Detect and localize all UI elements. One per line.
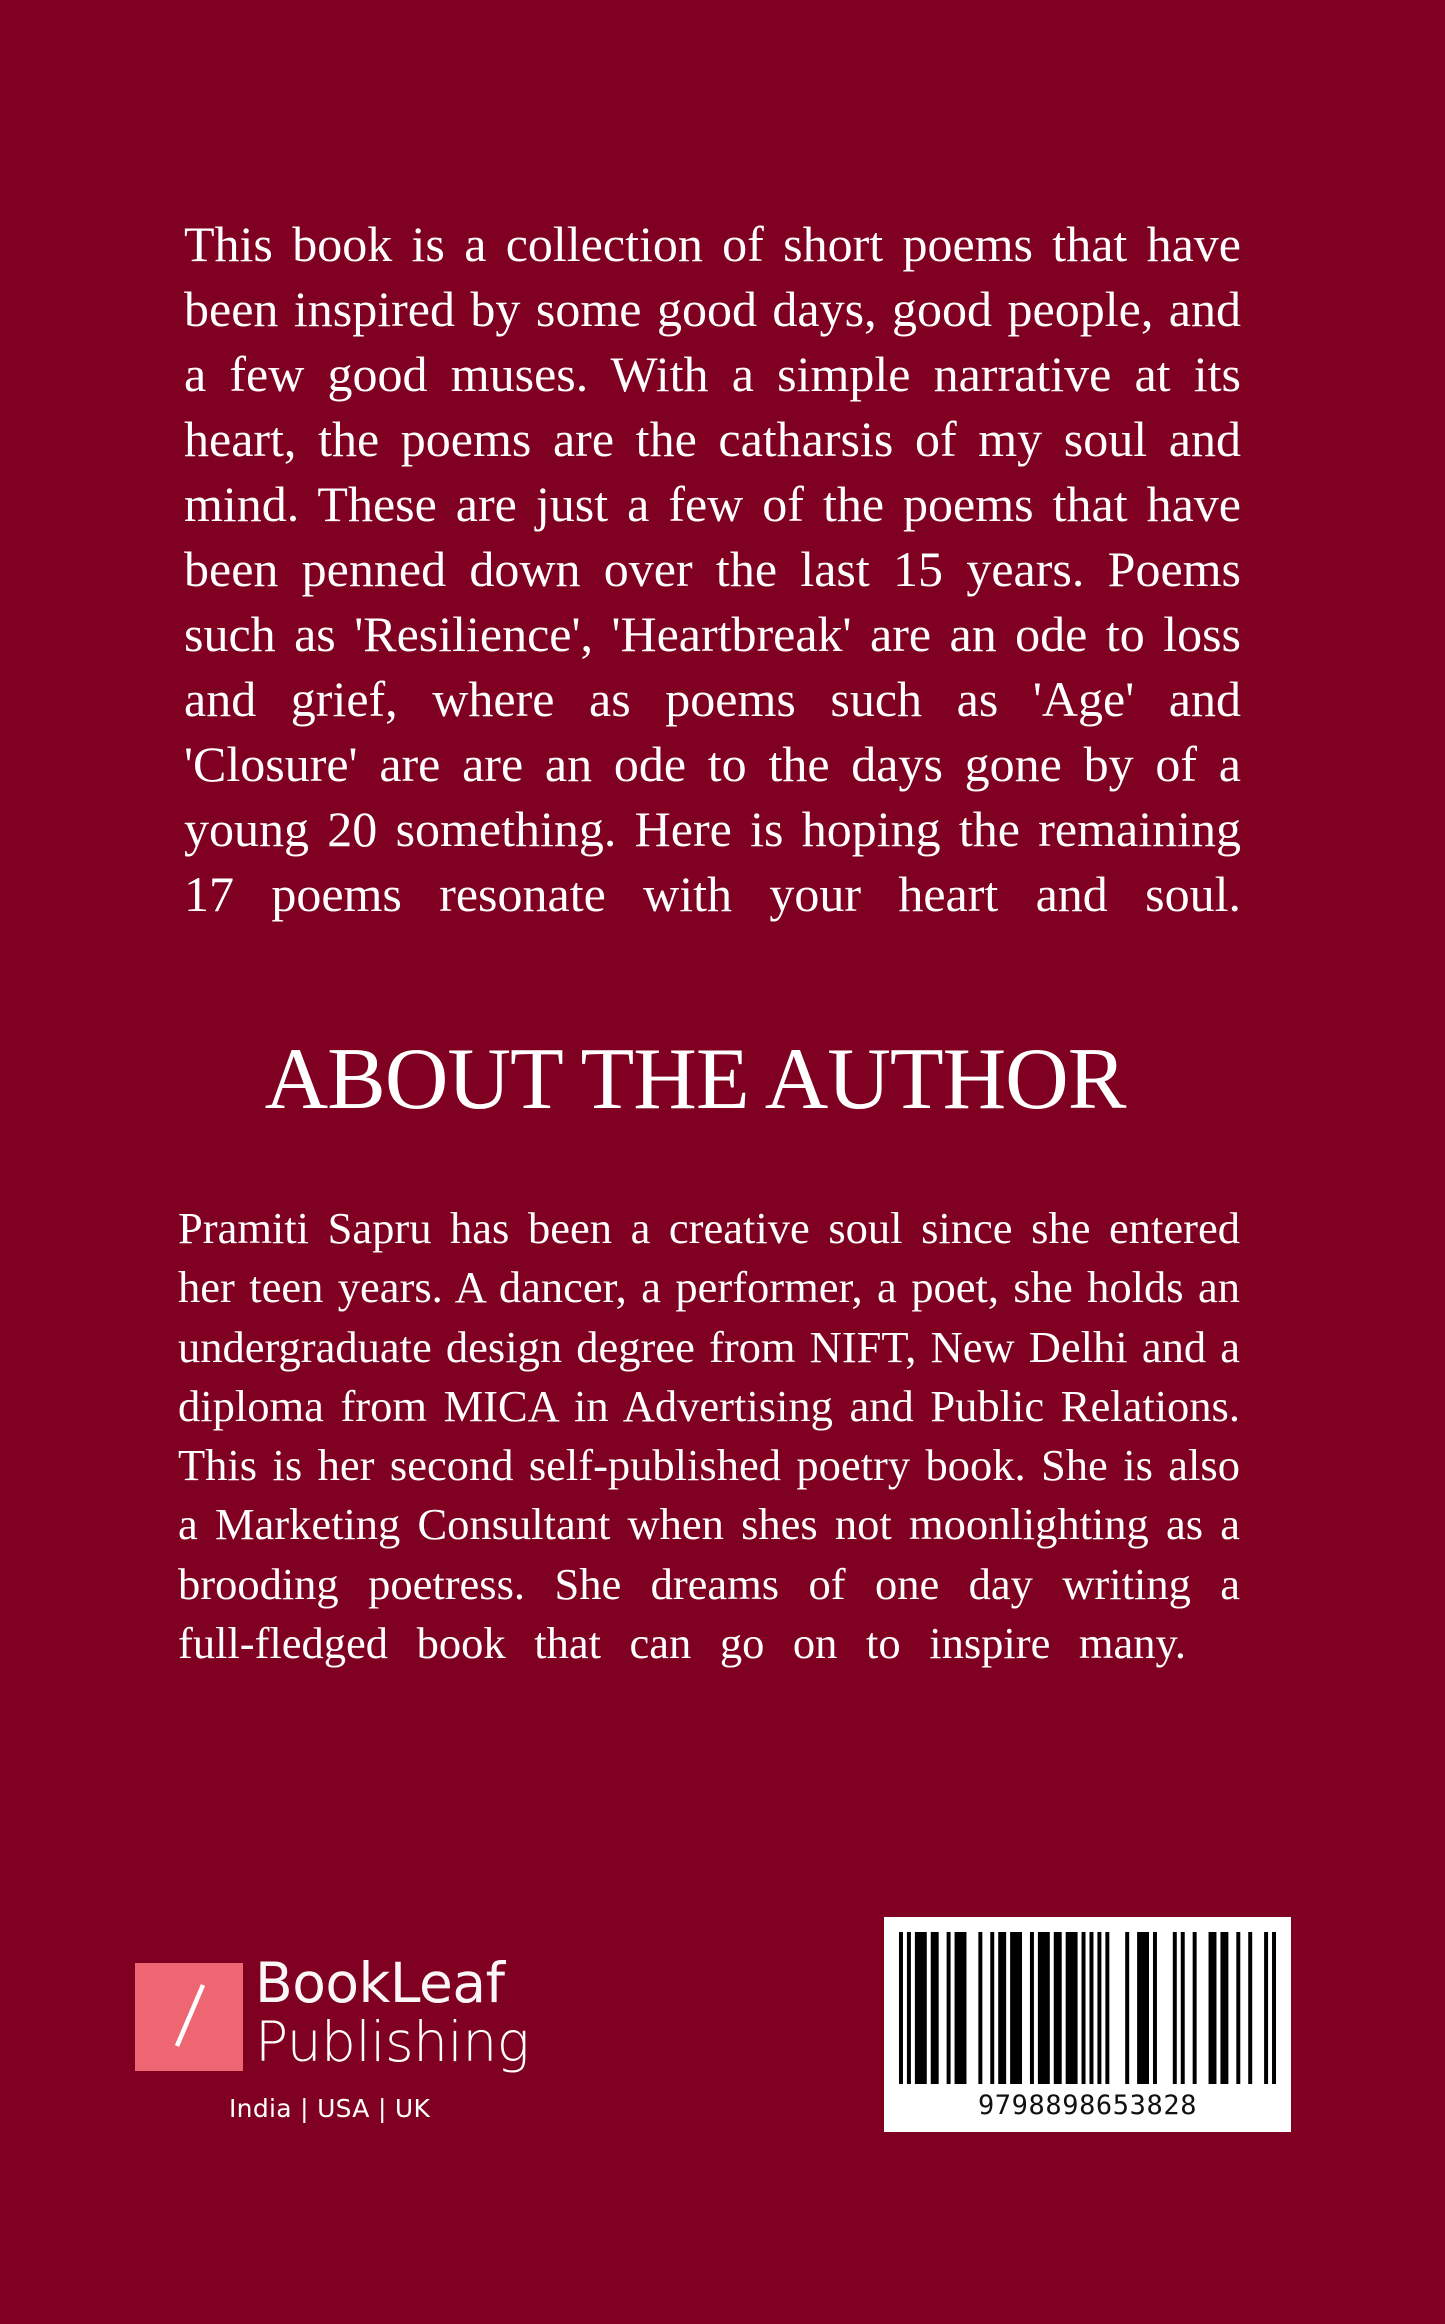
barcode-bar — [955, 1932, 967, 2084]
barcode-bar — [1181, 1932, 1185, 2084]
bio-line: her teen years. A dancer, a performer, a poet, she holds an — [178, 1262, 1240, 1313]
barcode-bar — [1082, 1932, 1086, 2084]
barcode-bar — [1030, 1932, 1034, 2084]
about-the-author-heading: ABOUT THE AUTHOR — [264, 1031, 1126, 1128]
bio-line: Pramiti Sapru has been a creative soul since she entered — [178, 1203, 1240, 1253]
barcode-bar — [1264, 1932, 1268, 2084]
barcode-bar — [907, 1932, 911, 2084]
bio-line: full-fledged book that can go on to inspire many. — [178, 1618, 1186, 1669]
book-blurb — [184, 212, 1241, 927]
blurb-line: been penned down over the last 15 years. Poems — [184, 541, 1241, 597]
isbn-number: 9798898653828 — [977, 2090, 1198, 2121]
bio-line: undergraduate design degree from NIFT, New Delhi and a — [178, 1321, 1240, 1372]
bio-line: diploma from MICA in Advertising and Public Relations. — [178, 1380, 1240, 1431]
barcode-bar — [998, 1932, 1006, 2084]
blurb-line: and grief, where as poems such as 'Age' and — [184, 671, 1241, 727]
bio-line: a Marketing Consultant when shes not moonlighting as a — [178, 1499, 1240, 1550]
blurb-line: 'Closure' are are an ode to the days gone by of a — [184, 736, 1241, 792]
barcode-bar — [1105, 1932, 1109, 2084]
barcode-bar — [1054, 1932, 1062, 2084]
blurb-line: heart, the poems are the catharsis of my soul and — [184, 411, 1241, 467]
publisher-regions: India | USA | UK — [229, 2094, 431, 2123]
bio-line: This is her second self-published poetry book. She is also — [178, 1440, 1240, 1491]
barcode-bar — [1137, 1932, 1149, 2084]
bio-line: brooding poetress. She dreams of one day writing a — [178, 1558, 1240, 1609]
barcode-bar — [1038, 1932, 1050, 2084]
blurb-line: such as 'Resilience', 'Heartbreak' are an ode to loss — [184, 606, 1241, 662]
barcode-bar — [1248, 1932, 1252, 2084]
barcode-bar — [1236, 1932, 1240, 2084]
author-bio — [178, 1199, 1240, 1673]
barcode-bar — [1173, 1932, 1177, 2084]
barcode-bar — [931, 1932, 939, 2084]
barcode-bar — [1125, 1932, 1129, 2084]
publisher-name-line2: Publishing — [255, 2010, 530, 2074]
barcode-bar — [990, 1932, 994, 2084]
blurb-line: mind. These are just a few of the poems that have — [184, 476, 1241, 532]
barcode-bar — [1209, 1932, 1217, 2084]
blurb-line: a few good muses. With a simple narrative at its — [184, 346, 1241, 402]
publisher-name-line1: BookLeaf — [255, 1951, 505, 2015]
barcode-bar — [1272, 1932, 1276, 2084]
barcode-bar — [1193, 1932, 1197, 2084]
barcode-bar — [1097, 1932, 1101, 2084]
barcode-bar — [1066, 1932, 1078, 2084]
barcode-bar — [899, 1932, 903, 2084]
slash-icon — [135, 1963, 243, 2071]
blurb-line: young 20 something. Here is hoping the remaining — [184, 801, 1241, 857]
barcode-bar — [1089, 1932, 1093, 2084]
blurb-line: This book is a collection of short poems that have — [184, 216, 1241, 272]
blurb-line: been inspired by some good days, good people, and — [184, 281, 1241, 337]
barcode-bar — [978, 1932, 982, 2084]
isbn-barcode — [884, 1917, 1291, 2132]
barcode-bar — [1010, 1932, 1022, 2084]
blurb-line: 17 poems resonate with your heart and soul. — [184, 866, 1241, 922]
barcode-bar — [1153, 1932, 1157, 2084]
barcode-bar — [915, 1932, 927, 2084]
barcode-icon — [899, 1932, 1276, 2084]
barcode-bar — [947, 1932, 951, 2084]
slash-mark-icon — [135, 1963, 243, 2071]
barcode-bar — [1220, 1932, 1228, 2084]
